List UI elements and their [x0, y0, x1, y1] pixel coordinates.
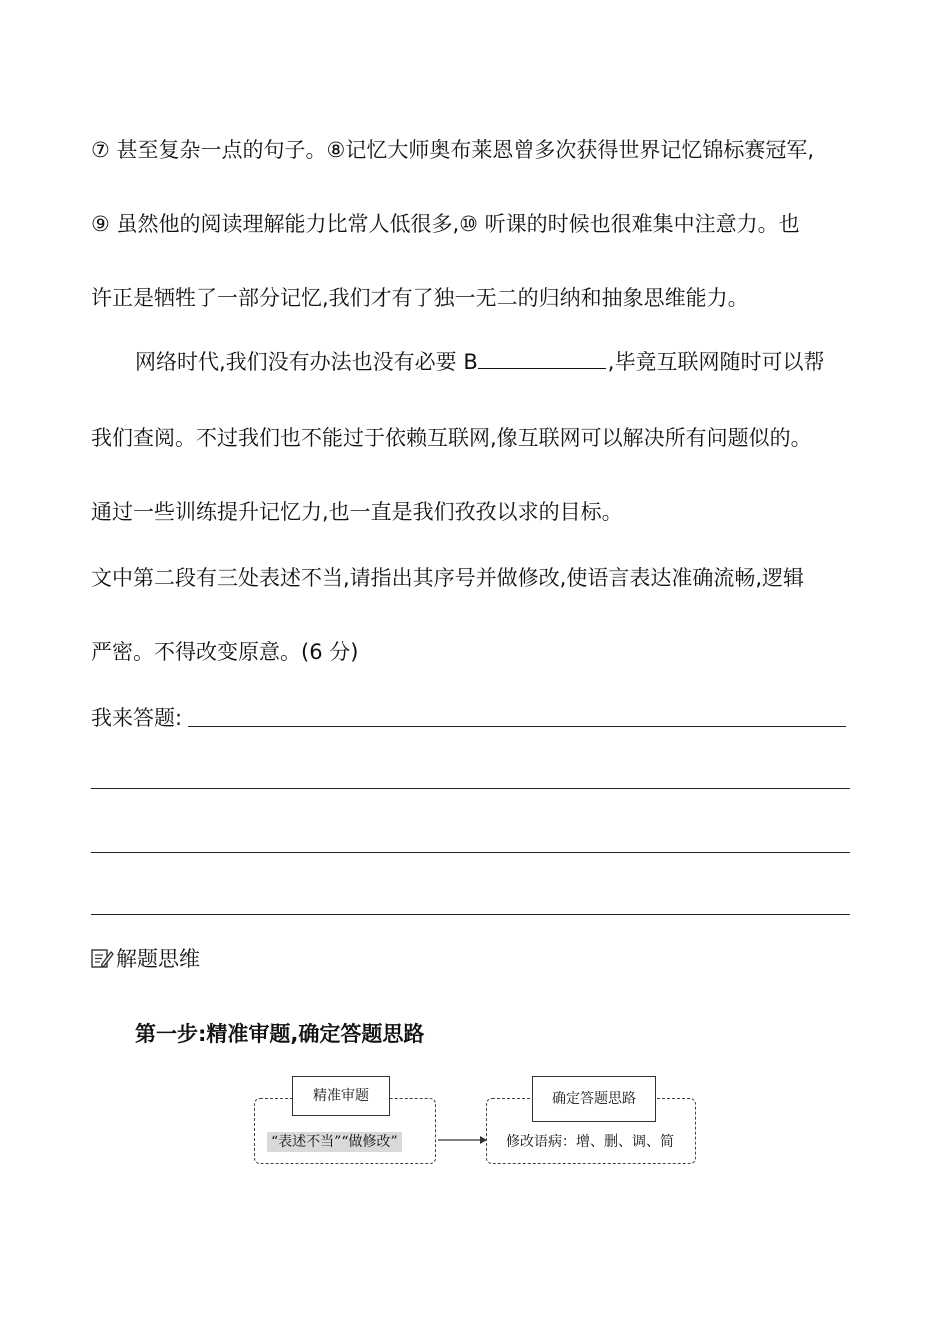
- answer-label: 我来答题:: [91, 706, 183, 730]
- arrow-right-icon: [436, 1134, 488, 1146]
- thinking-diagram: [250, 1072, 700, 1168]
- answer-line-3[interactable]: [91, 852, 850, 853]
- passage-line-6: 通过一些训练提升记忆力,也一直是我们孜孜以求的目标。: [91, 500, 623, 524]
- question-line-1: 文中第二段有三处表述不当,请指出其序号并做修改,使语言表达准确流畅,逻辑: [91, 566, 805, 590]
- blank-b[interactable]: [478, 350, 606, 369]
- passage-line-4: [135, 348, 824, 376]
- answer-line-4[interactable]: [91, 914, 850, 915]
- passage-line-1: ⑦ 甚至复杂一点的句子。⑧记忆大师奥布莱恩曾多次获得世界记忆锦标赛冠军,: [91, 138, 814, 162]
- passage-line-3: 许正是牺牲了一部分记忆,我们才有了独一无二的归纳和抽象思维能力。: [91, 286, 749, 310]
- right-box-content: 修改语病：增、删、调、简: [506, 1134, 674, 1150]
- passage-line-5: 我们查阅。不过我们也不能过于依赖互联网,像互联网可以解决所有问题似的。: [91, 426, 812, 450]
- right-box-label: 确定答题思路: [532, 1076, 656, 1122]
- step1-title: 第一步:精准审题,确定答题思路: [135, 1022, 425, 1046]
- left-box-content: “表述不当”“做修改”: [267, 1132, 402, 1152]
- question-line-2: 严密。不得改变原意。(6 分): [91, 640, 359, 664]
- left-box-label: 精准审题: [292, 1076, 390, 1116]
- answer-line-2[interactable]: [91, 788, 850, 789]
- passage-line-4-after: ,毕竟互联网随时可以帮: [607, 350, 825, 374]
- passage-line-4-before: 网络时代,我们没有办法也没有必要 B: [135, 350, 478, 374]
- passage-line-2: ⑨ 虽然他的阅读理解能力比常人低很多,⑩ 听课的时候也很难集中注意力。也: [91, 212, 800, 236]
- answer-line-1[interactable]: [188, 726, 846, 727]
- note-edit-icon: [90, 946, 114, 970]
- thinking-title: 解题思维: [116, 947, 200, 971]
